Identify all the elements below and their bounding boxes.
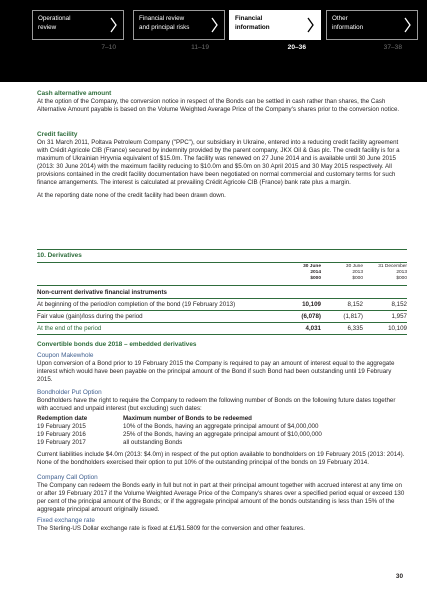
subsection-heading: Fixed exchange rate	[37, 517, 95, 524]
row-label: At the end of the period	[37, 325, 102, 332]
tab-page-range: 7–10	[101, 44, 116, 51]
cell-jun-2013: 6,335	[347, 325, 363, 332]
header-date: Redemption date	[37, 415, 88, 422]
section-heading: 10. Derivatives	[37, 252, 82, 259]
rule	[37, 298, 407, 299]
redemption-date: 19 February 2015	[37, 423, 86, 430]
row-label: Fair value (gain)/loss during the period	[37, 313, 143, 320]
column-header-jun-2013	[323, 264, 363, 281]
cell-2014: (6,078)	[301, 313, 321, 320]
tab-page-range: 11–19	[191, 44, 209, 51]
tab-financial-information[interactable]	[229, 10, 321, 40]
cell-jun-2013: (1,817)	[343, 313, 363, 320]
subsection-heading: Bondholder Put Option	[37, 389, 102, 397]
tab-label-line1: Other	[332, 15, 348, 22]
chevron-right-icon	[404, 17, 411, 33]
header-line: 2013	[396, 269, 407, 275]
redemption-row	[37, 439, 407, 447]
header-line: $000	[396, 275, 407, 281]
tab-label-line1: Financial	[235, 15, 263, 22]
page-number: 30	[395, 573, 403, 580]
header-max: Maximum number of Bonds to be redeemed	[123, 415, 252, 422]
tab-label-line2: information	[332, 23, 364, 31]
tab-financial-review[interactable]	[133, 10, 225, 40]
chevron-right-icon	[211, 17, 218, 33]
column-header-2014	[281, 264, 321, 281]
column-header-dec-2013	[367, 264, 407, 281]
tab-label-line1: Financial review	[139, 15, 185, 22]
redemption-date: 19 February 2017	[37, 439, 86, 446]
cell-2014: 4,031	[305, 325, 321, 332]
chevron-right-icon	[307, 17, 314, 33]
cell-jun-2013: 8,152	[347, 301, 363, 308]
rule	[37, 334, 407, 335]
section-heading: Credit facility	[37, 131, 78, 138]
paragraph: Bondholders have the right to require the Company to redeem the following number of Bonds on the following future dates together with accrued and unpaid interest (but excluding) such dates:	[37, 397, 396, 413]
header-line: 30 June	[303, 264, 321, 269]
cash-alternative-section	[37, 90, 407, 114]
tab-page-range: 37–38	[383, 44, 402, 51]
rule	[37, 285, 407, 286]
header-line: $000	[310, 275, 321, 281]
subsection-heading: Company Call Option	[37, 474, 98, 481]
redemption-date: 19 February 2016	[37, 431, 86, 438]
chevron-right-icon	[110, 17, 117, 33]
cell-2014: 10,109	[302, 301, 321, 308]
redemption-amount: all outstanding Bonds	[123, 439, 183, 446]
section-navigation-band	[0, 0, 427, 82]
tab-page-range: 20–36	[287, 44, 306, 51]
section-heading: Cash alternative amount	[37, 90, 112, 97]
fixed-exchange-rate-section	[37, 517, 407, 533]
redemption-row	[37, 423, 407, 431]
credit-facility-section	[37, 131, 407, 200]
company-call-option-section	[37, 474, 407, 514]
redemption-header-row	[37, 415, 407, 423]
cell-dec-2013: 8,152	[391, 301, 407, 308]
header-line: $000	[352, 275, 363, 281]
redemption-table	[37, 415, 407, 447]
paragraph: Current liabilities include $4.0m (2013: $4.0m) in respect of the put option available to bondholders on 19 February 2015 (2013: 2014). None of the bondholders exercised their option to put 10% of the outstanding principal of the bonds on 19 February 2014.	[37, 451, 405, 467]
rule	[37, 262, 407, 263]
derivatives-heading	[37, 252, 407, 260]
paragraph: At the reporting date none of the credit facility had been drawn down.	[37, 191, 226, 199]
tab-label-line2: information	[235, 23, 270, 31]
row-label: At beginning of the period/on completion of the bond (19 February 2013)	[37, 301, 236, 308]
paragraph: At the option of the Company, the conversion notice in respect of the Bonds can be settled in cash rather than shares, the Cash Alternative Amount payable is based on the Volume Weighted Average Price of the Company's shares prior to the conversion notice.	[37, 98, 400, 114]
rule	[37, 249, 407, 250]
table-subheading	[37, 289, 407, 297]
paragraph: The Company can redeem the Bonds early in full but not in part at their principal amount together with accrued interest at any time on or after 19 February 2017 if the Volume Weighted Average Price of the Company's shares over a specified period equal or exceed 130 per cent of the principal amount of the Bonds; or if the aggregate principal amount of the bonds outstanding is less than 15% of the aggregate principal amount originally issued.	[37, 482, 405, 514]
tab-label-line2: review	[38, 23, 57, 31]
tab-operational-review[interactable]	[32, 10, 124, 40]
cell-dec-2013: 1,957	[391, 313, 407, 320]
paragraph: On 31 March 2011, Poltava Petroleum Company ("PPC"), our subsidiary in Ukraine, entered into a reducing credit facility agreement with Crédit Agricole CIB (France) secured by indemnity provided by the parent company, JKX Oil & Gas plc. The credit facility is for a maximum of Ukrainian Hryvnia equivalent of $15.0m. The facility was renewed on 27 June 2014 and is available until 30 June 2015 (2013: 30 June 2014) with the maximum facility reducing to $10.0m and $5.0m on 30 April 2015 and 30 May 2015 respectively. All provisions contained in the credit facility documentation have been negotiated on normal commercial and customary terms for such finance arrangements. The interest is calculated at prevailing Crédit Agricole CIB (France) bank rate plus a margin.	[37, 139, 400, 187]
redemption-amount: 25% of the Bonds, having an aggregate principal amount of $10,000,000	[123, 431, 322, 438]
tab-other-information[interactable]	[326, 10, 418, 40]
rule	[37, 322, 407, 323]
redemption-amount: 10% of the Bonds, having an aggregate principal amount of $4,000,000	[123, 423, 319, 430]
embedded-derivatives-section	[37, 341, 407, 413]
cell-dec-2013: 10,109	[388, 325, 407, 332]
header-line: 2014	[310, 269, 321, 275]
subsection-heading: Coupon Makewhole	[37, 352, 94, 359]
paragraph: The Sterling-US Dollar exchange rate is fixed at £1/$1.5809 for the conversion and other features.	[37, 525, 305, 532]
subheading-text: Non-current derivative financial instruments	[37, 289, 167, 296]
paragraph: Upon conversion of a Bond prior to 19 February 2015 the Company is required to pay an amount of interest equal to the aggregate interest which would have been payable on the principal amount of the Bond if such Bond had been outstanding until 19 February 2015.	[37, 360, 395, 384]
current-liabilities-paragraph	[37, 451, 407, 467]
header-line: 30 June	[345, 264, 363, 269]
header-line: 31 December	[378, 264, 407, 269]
header-line: 2013	[352, 269, 363, 275]
tab-label-line1: Operational	[38, 15, 71, 22]
section-heading: Convertible bonds due 2018 – embedded derivatives	[37, 341, 197, 348]
rule	[37, 310, 407, 311]
redemption-row	[37, 431, 407, 439]
tab-label-line2: and principal risks	[139, 23, 190, 31]
